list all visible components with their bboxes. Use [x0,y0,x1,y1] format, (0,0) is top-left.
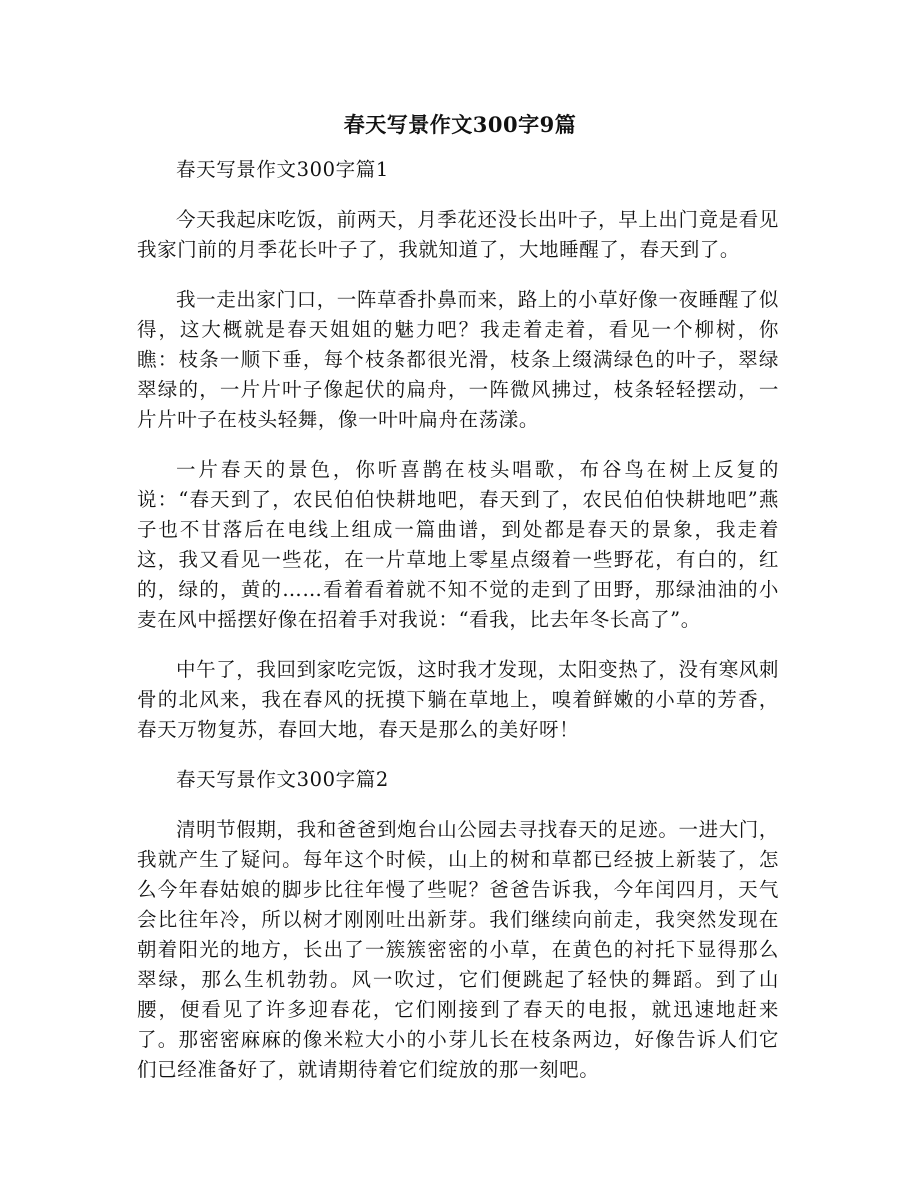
paragraph: 我一走出家门口，一阵草香扑鼻而来，路上的小草好像一夜睡醒了似得，这大概就是春天姐姐的魅力吧？我走着走着，看见一个柳树，你瞧：枝条一顺下垂，每个枝条都很光滑，枝条上缀满绿色的叶子，翠绿翠绿的，一片片叶子像起伏的扁舟，一阵微风拂过，枝条轻轻摆动，一片片叶子在枝头轻舞，像一叶叶扁舟在荡漾。 [137,288,780,431]
document-title: 春天写景作文300字9篇 [343,112,577,137]
paragraph: 中午了，我回到家吃完饭，这时我才发现，太阳变热了，没有寒风刺骨的北风来，我在春风的抚摸下躺在草地上，嗅着鲜嫩的小草的芳香，春天万物复苏，春回大地，春天是那么的美好呀！ [137,658,780,741]
section-heading-1: 春天写景作文300字篇1 [176,158,389,181]
paragraph: 一片春天的景色，你听喜鹊在枝头唱歌，布谷鸟在树上反复的说：“春天到了，农民伯伯快耕地吧，春天到了，农民伯伯快耕地吧”燕子也不甘落后在电线上组成一篇曲谱，到处都是春天的景象，我走着这，我又看见一些花，在一片草地上零星点缀着一些野花，有白的，红的，绿的，黄的……看着看着就不知不觉的走到了田野，那绿油油的小麦在风中摇摆好像在招着手对我说：“看我，比去年冬长高了”。 [137,458,779,631]
section-heading-2: 春天写景作文300字篇2 [176,768,389,791]
paragraph: 清明节假期，我和爸爸到炮台山公园去寻找春天的足迹。一进大门，我就产生了疑问。每年这个时候，山上的树和草都已经披上新装了，怎么今年春姑娘的脚步比往年慢了些呢？爸爸告诉我，今年闰四月，天气会比往年冷，所以树才刚刚吐出新芽。我们继续向前走，我突然发现在朝着阳光的地方，长出了一簇簇密密的小草，在黄色的衬托下显得那么翠绿，那么生机勃勃。风一吹过，它们便跳起了轻快的舞蹈。到了山腰，便看见了许多迎春花，它们刚接到了春天的电报，就迅速地赶来了。那密密麻麻的像米粒大小的小芽儿长在枝条两边，好像告诉人们它们已经准备好了，就请期待着它们绽放的那一刻吧。 [137,818,780,1081]
paragraph: 今天我起床吃饭，前两天，月季花还没长出叶子，早上出门竟是看见我家门前的月季花长叶子了，我就知道了，大地睡醒了，春天到了。 [137,208,780,261]
document-body [137,155,779,1105]
